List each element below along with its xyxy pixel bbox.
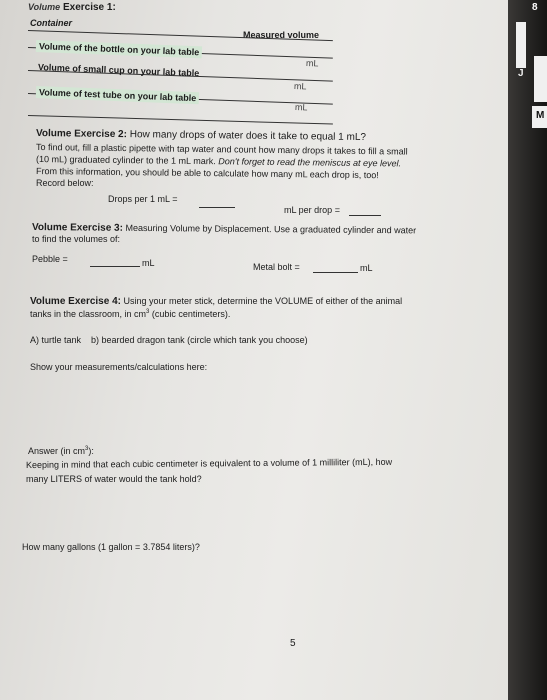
exercise-2-line-4: Record below: xyxy=(36,178,94,188)
table-line-bottom xyxy=(28,115,333,125)
keeping-line-1: Keeping in mind that each cubic centimeter is equivalent to a volume of 1 milliliter (mL), how xyxy=(25,456,393,470)
ml-per-drop-blank[interactable] xyxy=(349,215,381,216)
ml-per-drop-label: mL per drop = xyxy=(284,205,340,215)
pebble-label: Pebble = xyxy=(32,254,68,264)
row-cup-unit: mL xyxy=(293,81,307,92)
exercise-4-heading: Volume Exercise 4: Using your meter stick, determine the VOLUME of either of the animal xyxy=(30,296,403,307)
metal-bolt-unit: mL xyxy=(360,263,373,273)
edge-mark-j: J xyxy=(518,68,524,79)
show-work-prompt: Show your measurements/calculations here: xyxy=(30,362,208,372)
exercise-2-heading: Volume Exercise 2: How many drops of water does it take to equal 1 mL? xyxy=(35,128,367,144)
pebble-blank[interactable] xyxy=(90,266,140,267)
answer-cm3-label: Answer (in $cm^3$): xyxy=(28,446,94,456)
gallons-question: How many gallons (1 gallon = 3.7854 liters)? xyxy=(22,542,200,552)
row-bottle-unit: mL xyxy=(305,58,319,69)
exercise-1-title: Volume Exercise 1: xyxy=(28,2,116,13)
row-cup-label: Volume of small cup on your lab table xyxy=(37,62,200,79)
edge-block-2 xyxy=(534,56,547,102)
column-measured-volume: Measured volume xyxy=(243,30,320,40)
page-number: 5 xyxy=(290,638,296,649)
exercise-3-line-2: to find the volumes of: xyxy=(32,234,121,244)
keeping-line-2: many LITERS of water would the tank hold? xyxy=(26,474,202,484)
row-test-tube-unit: mL xyxy=(294,102,308,113)
exercise-2-line-2: (10 mL) graduated cylinder to the 1 mL mark. Don't forget to read the meniscus at eye level. xyxy=(35,154,402,169)
row-test-tube-label: Volume of test tube on your lab table xyxy=(36,86,200,104)
exercise-3-heading: Volume Exercise 3: Measuring Volume by Displacement. Use a graduated cylinder and water xyxy=(31,222,417,236)
tank-options: A) turtle tank b) bearded dragon tank (circle which tank you choose) xyxy=(30,335,308,345)
pebble-unit: mL xyxy=(142,258,155,268)
metal-bolt-label: Metal bolt = xyxy=(253,262,300,272)
edge-mark-m: M xyxy=(536,110,545,121)
edge-mark-8: 8 xyxy=(532,2,538,13)
metal-bolt-blank[interactable] xyxy=(313,272,358,273)
right-page-edge xyxy=(508,0,547,700)
exercise-2-line-1: To find out, fill a plastic pipette with tap water and count how many drops it takes to fill a small xyxy=(35,142,408,157)
row-bottle-label: Volume of the bottle on your lab table xyxy=(36,40,203,58)
edge-block-1 xyxy=(516,22,526,68)
drops-per-ml-label: Drops per 1 mL = xyxy=(108,194,178,204)
exercise-4-line-2: tanks in the classroom, in $cm^3$ (cubic centimeters). xyxy=(30,309,231,319)
drops-per-ml-blank[interactable] xyxy=(199,207,235,208)
exercise-2-line-3: From this information, you should be able to calculate how many mL each drop is, too! xyxy=(35,166,379,181)
column-container: Container xyxy=(30,18,73,28)
